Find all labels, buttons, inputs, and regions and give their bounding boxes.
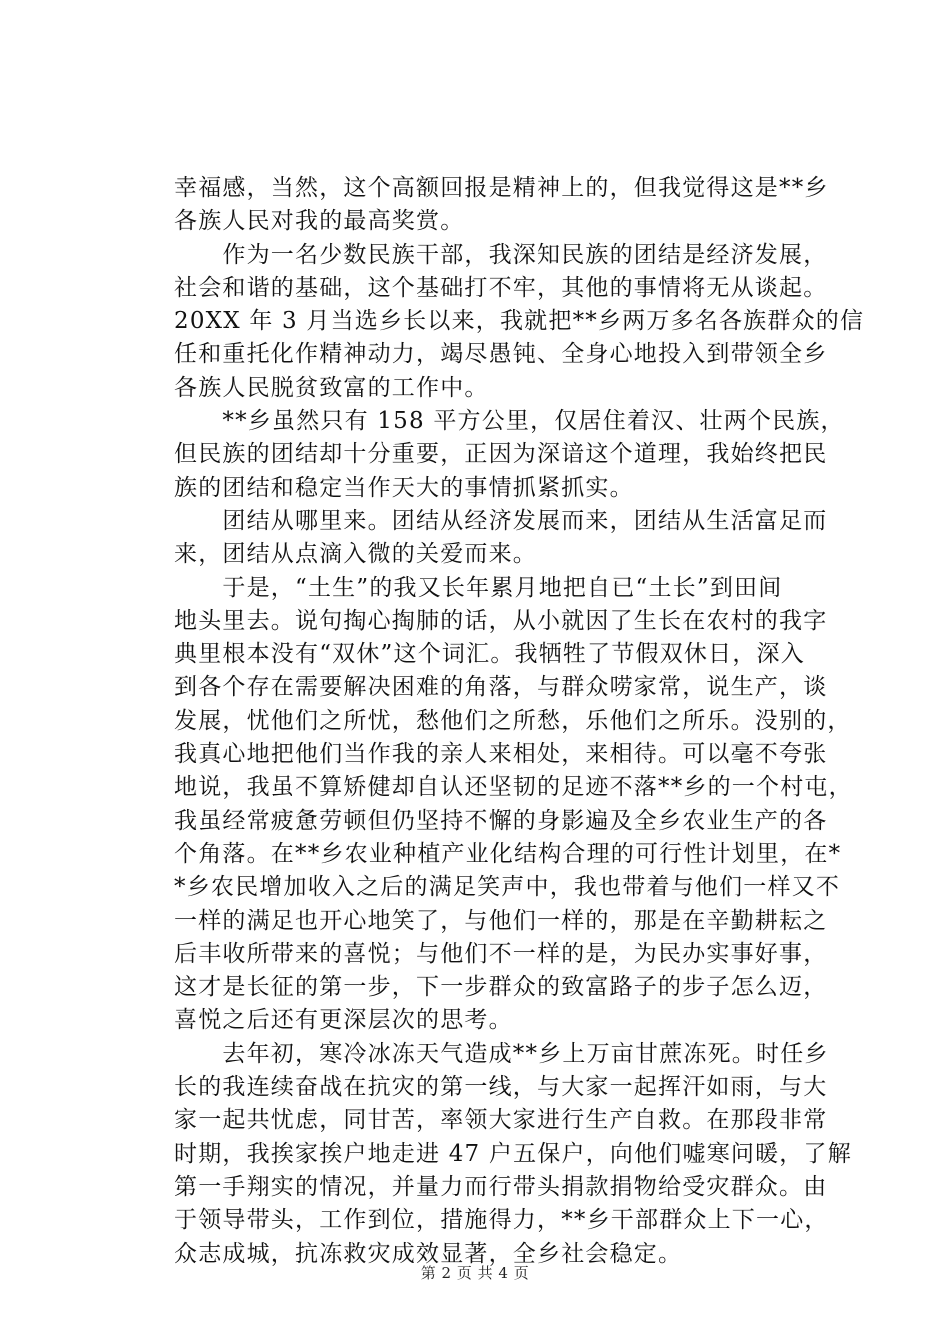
text-line: 去年初，寒冷冰冻天气造成**乡上万亩甘蔗冻死。时任乡	[174, 1040, 829, 1067]
text-line: 时期，我挨家挨户地走进 47 户五保户，向他们嘘寒问暖，了解	[174, 1140, 852, 1167]
text-line: 地说，我虽不算矫健却自认还坚韧的足迹不落**乡的一个村屯，	[174, 774, 853, 801]
text-line: 社会和谐的基础，这个基础打不牢，其他的事情将无从谈起。	[174, 274, 828, 301]
text-line: 各族人民对我的最高奖赏。	[174, 208, 465, 235]
text-line: **乡虽然只有 158 平方公里，仅居住着汉、壮两个民族，	[174, 408, 845, 435]
text-line: 典里根本没有“双休”这个词汇。我牺牲了节假双休日，深入	[174, 641, 805, 668]
text-line: 于领导带头，工作到位，措施得力，**乡干部群众上下一心，	[174, 1207, 829, 1234]
text-line: 来，团结从点滴入微的关爱而来。	[174, 541, 537, 568]
text-line: 地头里去。说句掏心掏肺的话，从小就因了生长在农村的我字	[174, 607, 828, 634]
text-line: 喜悦之后还有更深层次的思考。	[174, 1007, 513, 1034]
text-line: 我虽经常疲惫劳顿但仍坚持不懈的身影遍及全乡农业生产的各	[174, 807, 828, 834]
text-line: 各族人民脱贫致富的工作中。	[174, 374, 489, 401]
text-line: 任和重托化作精神动力，竭尽愚钝、全身心地投入到带领全乡	[174, 341, 828, 368]
text-line: 这才是长征的第一步，下一步群众的致富路子的步子怎么迈，	[174, 974, 828, 1001]
text-line: 一样的满足也开心地笑了，与他们一样的，那是在辛勤耕耘之	[174, 907, 828, 934]
text-line: 20XX 年 3 月当选乡长以来，我就把**乡两万多名各族群众的信	[174, 308, 865, 335]
text-line: 第一手翔实的情况，并量力而行带头捐款捐物给受灾群众。由	[174, 1173, 828, 1200]
text-line: 众志成城，抗冻救灾成效显著，全乡社会稳定。	[174, 1240, 683, 1267]
text-line: 后丰收所带来的喜悦；与他们不一样的是，为民办实事好事，	[174, 940, 828, 967]
text-line: 个角落。在**乡农业种植产业化结构合理的可行性计划里，在*	[174, 840, 842, 867]
text-line: 长的我连续奋战在抗灾的第一线，与大家一起挥汗如雨，与大	[174, 1074, 828, 1101]
page-number-footer: 第 2 页 共 4 页	[420, 1264, 530, 1282]
text-line: 于是，“土生”的我又长年累月地把自已“土长”到田间	[174, 574, 783, 601]
text-line: 到各个存在需要解决困难的角落，与群众唠家常，说生产，谈	[174, 674, 828, 701]
text-line: *乡农民增加收入之后的满足笑声中，我也带着与他们一样又不	[174, 874, 841, 901]
text-line: 团结从哪里来。团结从经济发展而来，团结从生活富足而	[174, 507, 828, 534]
text-line: 我真心地把他们当作我的亲人来相处，来相待。可以毫不夸张	[174, 741, 828, 768]
document-body	[174, 172, 865, 1271]
text-line: 但民族的团结却十分重要，正因为深谙这个道理，我始终把民	[174, 441, 828, 468]
text-line: 族的团结和稳定当作天大的事情抓紧抓实。	[174, 474, 634, 501]
text-line: 幸福感，当然，这个高额回报是精神上的，但我觉得这是**乡	[174, 175, 829, 201]
text-line: 家一起共忧虑，同甘苦，率领大家进行生产自救。在那段非常	[174, 1107, 828, 1134]
text-line: 作为一名少数民族干部，我深知民族的团结是经济发展，	[174, 241, 828, 268]
text-line: 发展，忧他们之所忧，愁他们之所愁，乐他们之所乐。没别的，	[174, 707, 852, 734]
